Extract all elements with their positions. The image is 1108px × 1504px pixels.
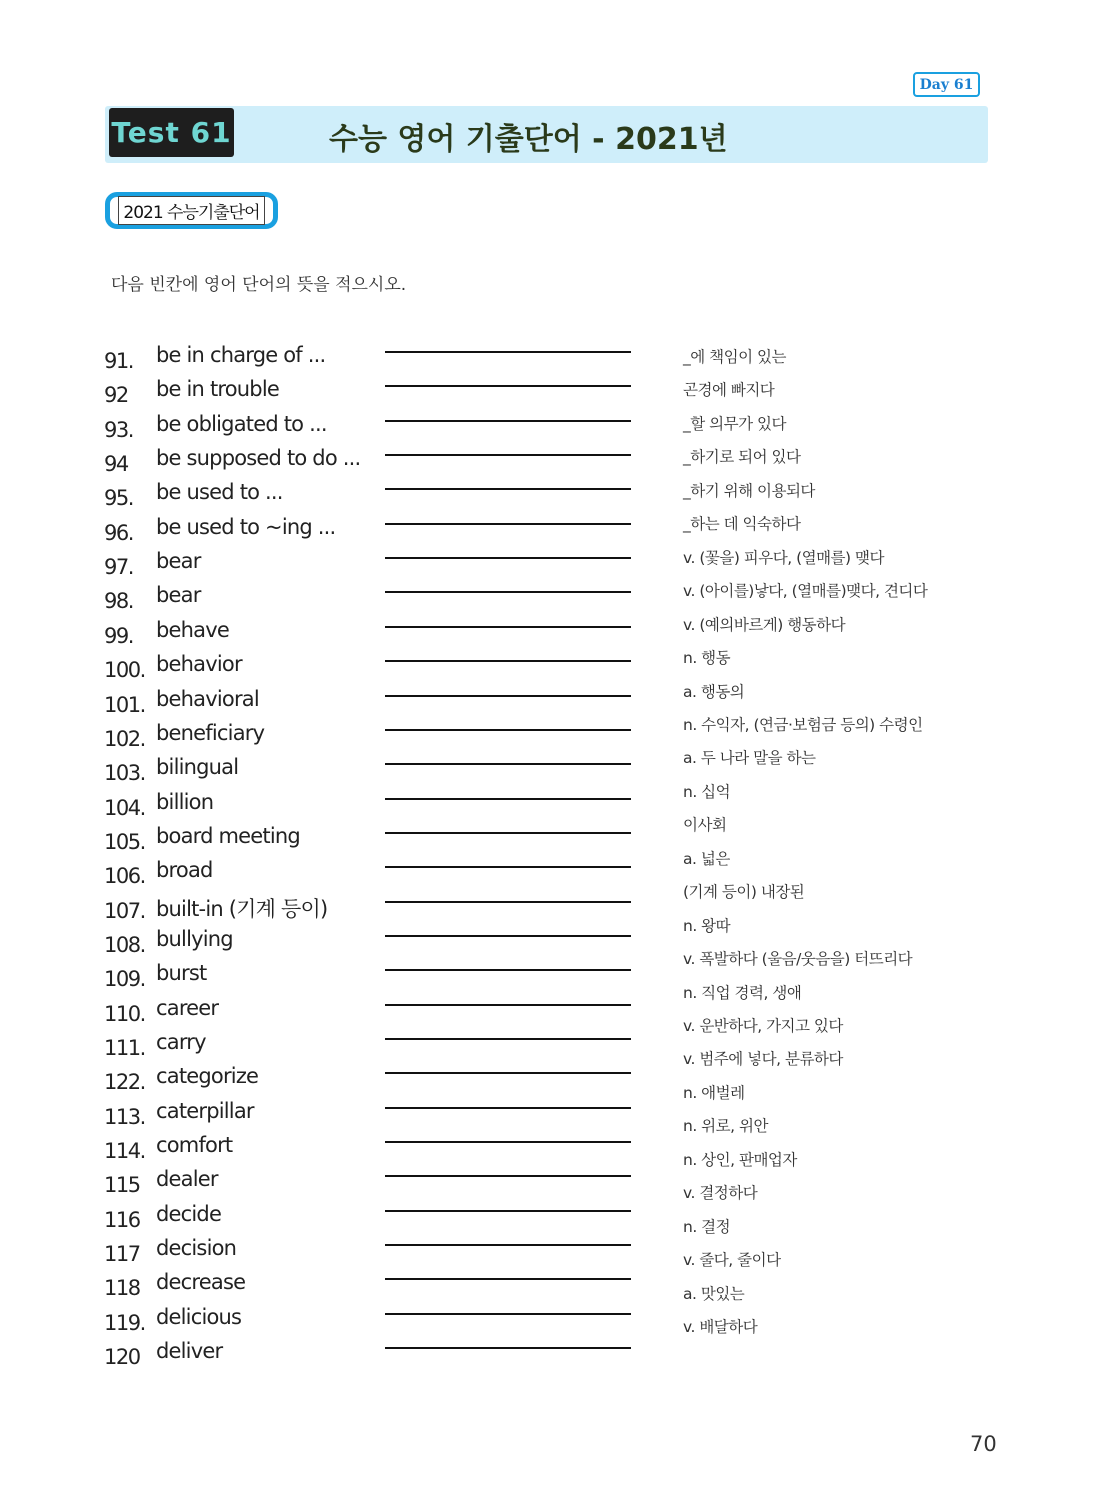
answer-blank[interactable] — [385, 660, 631, 662]
word-row — [0, 446, 1108, 480]
section-label-text: 2021 수능기출단어 — [118, 196, 264, 225]
meaning-item: _하기로 되어 있다 — [683, 448, 801, 467]
answer-blank[interactable] — [385, 454, 631, 456]
answer-blank[interactable] — [385, 351, 631, 353]
answer-blank[interactable] — [385, 1141, 631, 1143]
vocab-word: deliver — [156, 1339, 223, 1364]
item-number: 102. — [104, 726, 145, 751]
item-number: 100. — [104, 658, 145, 683]
vocab-word: dealer — [156, 1167, 218, 1192]
answer-blank[interactable] — [385, 591, 631, 593]
vocab-word: board meeting — [156, 823, 300, 848]
meaning-item: v. (예의바르게) 행동하다 — [683, 615, 846, 634]
item-number: 93. — [104, 417, 133, 442]
answer-blank[interactable] — [385, 866, 631, 868]
meaning-item: _하기 위해 이용되다 — [683, 481, 815, 500]
item-number: 101. — [104, 692, 145, 717]
item-number: 105. — [104, 829, 145, 854]
meaning-item: n. 수익자, (연금·보험금 등의) 수령인 — [683, 715, 923, 734]
vocab-word: comfort — [156, 1133, 233, 1158]
item-number: 120 — [104, 1345, 140, 1370]
vocab-word: be in charge of ... — [156, 343, 326, 367]
vocab-word: billion — [156, 789, 214, 814]
vocab-word: bear — [156, 549, 201, 574]
test-label: Test 61 — [109, 108, 234, 157]
word-row — [0, 377, 1108, 411]
word-row — [0, 343, 1108, 377]
word-row — [0, 652, 1108, 686]
item-number: 110. — [104, 1001, 145, 1026]
item-number: 92 — [104, 383, 128, 408]
answer-blank[interactable] — [385, 798, 631, 800]
meaning-item: _하는 데 익숙하다 — [683, 515, 801, 534]
word-row — [0, 1099, 1108, 1133]
meaning-item: v. 결정하다 — [683, 1184, 758, 1203]
meaning-item: v. 폭발하다 (울음/웃음을) 터뜨리다 — [683, 950, 913, 969]
meaning-item: _에 책임이 있는 — [683, 348, 786, 366]
meaning-item: n. 상인, 판매업자 — [683, 1150, 797, 1169]
vocab-word: decision — [156, 1236, 237, 1261]
word-row — [0, 755, 1108, 789]
vocab-word: bear — [156, 583, 201, 608]
item-number: 99. — [104, 623, 133, 648]
item-number: 113. — [104, 1104, 145, 1129]
item-number: 106. — [104, 864, 145, 889]
vocab-word: caterpillar — [156, 1098, 254, 1123]
vocab-word: broad — [156, 858, 213, 883]
item-number: 98. — [104, 589, 133, 614]
item-number: 117 — [104, 1242, 140, 1267]
meaning-item: n. 애벌레 — [683, 1083, 745, 1102]
word-row — [0, 893, 1108, 927]
answer-blank[interactable] — [385, 1038, 631, 1040]
meaning-item: (기계 등이) 내장된 — [683, 883, 805, 902]
vocab-word: categorize — [156, 1064, 259, 1089]
vocab-word: be used to ... — [156, 480, 283, 505]
answer-blank[interactable] — [385, 1313, 631, 1315]
word-row — [0, 1339, 1108, 1373]
meaning-item: a. 넓은 — [683, 849, 730, 868]
meaning-item: a. 두 나라 말을 하는 — [683, 749, 816, 768]
meaning-item: n. 직업 경력, 생애 — [683, 983, 802, 1002]
meaning-item: v. 배달하다 — [683, 1318, 758, 1337]
answer-blank[interactable] — [385, 969, 631, 971]
word-row — [0, 480, 1108, 514]
answer-blank[interactable] — [385, 523, 631, 525]
item-number: 108. — [104, 932, 145, 957]
word-row — [0, 618, 1108, 652]
answer-blank[interactable] — [385, 935, 631, 937]
vocab-word: be in trouble — [156, 377, 279, 402]
answer-blank[interactable] — [385, 695, 631, 697]
page-title: 수능 영어 기출단어 - 2021년 — [329, 122, 728, 157]
word-row — [0, 721, 1108, 755]
meaning-item: 곤경에 빠지다 — [683, 381, 775, 400]
vocab-word: beneficiary — [156, 720, 265, 745]
word-row — [0, 1236, 1108, 1270]
vocab-word: carry — [156, 1030, 206, 1054]
meaning-item: 이사회 — [683, 816, 727, 835]
word-row — [0, 824, 1108, 858]
vocab-word: be used to ~ing ... — [156, 514, 336, 539]
answer-blank[interactable] — [385, 420, 631, 422]
item-number: 91. — [104, 349, 133, 373]
item-number: 96. — [104, 520, 133, 545]
item-number: 122. — [104, 1070, 145, 1095]
word-row — [0, 996, 1108, 1030]
answer-blank[interactable] — [385, 1278, 631, 1280]
day-badge: Day 61 — [913, 72, 980, 97]
item-number: 97. — [104, 555, 133, 580]
item-number: 103. — [104, 761, 145, 786]
vocab-word: built-in (기계 등이) — [156, 896, 328, 921]
answer-blank[interactable] — [385, 1244, 631, 1246]
vocab-word: burst — [156, 961, 207, 986]
meaning-item: v. (아이를)낳다, (열매를)맺다, 견디다 — [683, 582, 928, 601]
item-number: 109. — [104, 967, 145, 992]
meaning-item: n. 왕따 — [683, 916, 731, 935]
vocab-word: behavior — [156, 652, 242, 677]
word-row — [0, 1202, 1108, 1236]
item-number: 111. — [104, 1036, 145, 1060]
vocab-word: be obligated to ... — [156, 411, 327, 436]
answer-blank[interactable] — [385, 763, 631, 765]
answer-blank[interactable] — [385, 488, 631, 490]
instruction-text: 다음 빈칸에 영어 단어의 뜻을 적으시오. — [111, 275, 407, 295]
item-number: 118 — [104, 1276, 140, 1301]
word-row — [0, 1064, 1108, 1098]
word-row — [0, 1133, 1108, 1167]
item-number: 114. — [104, 1139, 145, 1164]
vocab-word: bullying — [156, 926, 233, 951]
word-row — [0, 687, 1108, 721]
word-row — [0, 515, 1108, 549]
meaning-item: v. 운반하다, 가지고 있다 — [683, 1017, 843, 1035]
item-number: 104. — [104, 795, 145, 820]
word-row — [0, 1305, 1108, 1339]
item-number: 95. — [104, 486, 133, 511]
vocab-word: delicious — [156, 1304, 242, 1329]
answer-blank[interactable] — [385, 1175, 631, 1177]
answer-blank[interactable] — [385, 901, 631, 903]
vocab-word: be supposed to do ... — [156, 446, 361, 471]
page-number: 70 — [970, 1432, 997, 1456]
answer-blank[interactable] — [385, 1210, 631, 1212]
vocab-word: bilingual — [156, 755, 239, 780]
meaning-item: a. 행동의 — [683, 682, 745, 701]
meaning-item: n. 위로, 위안 — [683, 1117, 768, 1136]
answer-blank[interactable] — [385, 1347, 631, 1349]
meaning-item: _할 의무가 있다 — [683, 414, 786, 433]
meaning-item: n. 결정 — [683, 1217, 731, 1236]
answer-blank[interactable] — [385, 729, 631, 731]
answer-blank[interactable] — [385, 557, 631, 559]
vocab-word: decide — [156, 1201, 222, 1226]
item-number: 94 — [104, 452, 128, 477]
answer-blank[interactable] — [385, 1072, 631, 1074]
word-row — [0, 549, 1108, 583]
item-number: 107. — [104, 898, 145, 923]
word-row — [0, 858, 1108, 892]
meaning-item: v. 범주에 넣다, 분류하다 — [683, 1050, 843, 1069]
item-number: 116 — [104, 1207, 140, 1232]
meaning-item: v. 줄다, 줄이다 — [683, 1251, 781, 1270]
word-row — [0, 412, 1108, 446]
word-row — [0, 961, 1108, 995]
answer-blank[interactable] — [385, 832, 631, 834]
meaning-item: n. 행동 — [683, 649, 731, 668]
item-number: 115 — [104, 1173, 140, 1198]
word-row — [0, 583, 1108, 617]
answer-blank[interactable] — [385, 1004, 631, 1006]
word-row — [0, 1030, 1108, 1064]
answer-blank[interactable] — [385, 1107, 631, 1109]
answer-blank[interactable] — [385, 626, 631, 628]
section-label — [105, 192, 278, 229]
word-row — [0, 1167, 1108, 1201]
vocab-word: decrease — [156, 1270, 246, 1295]
vocab-word: behavioral — [156, 686, 259, 711]
word-row — [0, 927, 1108, 961]
word-row — [0, 1270, 1108, 1304]
vocab-word: behave — [156, 617, 229, 642]
vocab-word: career — [156, 995, 219, 1020]
item-number: 119. — [104, 1310, 145, 1335]
meaning-item: v. (꽃을) 피우다, (열매를) 맺다 — [683, 548, 884, 567]
meaning-item: n. 십억 — [683, 782, 731, 801]
word-row — [0, 790, 1108, 824]
answer-blank[interactable] — [385, 385, 631, 387]
meaning-item: a. 맛있는 — [683, 1284, 745, 1303]
